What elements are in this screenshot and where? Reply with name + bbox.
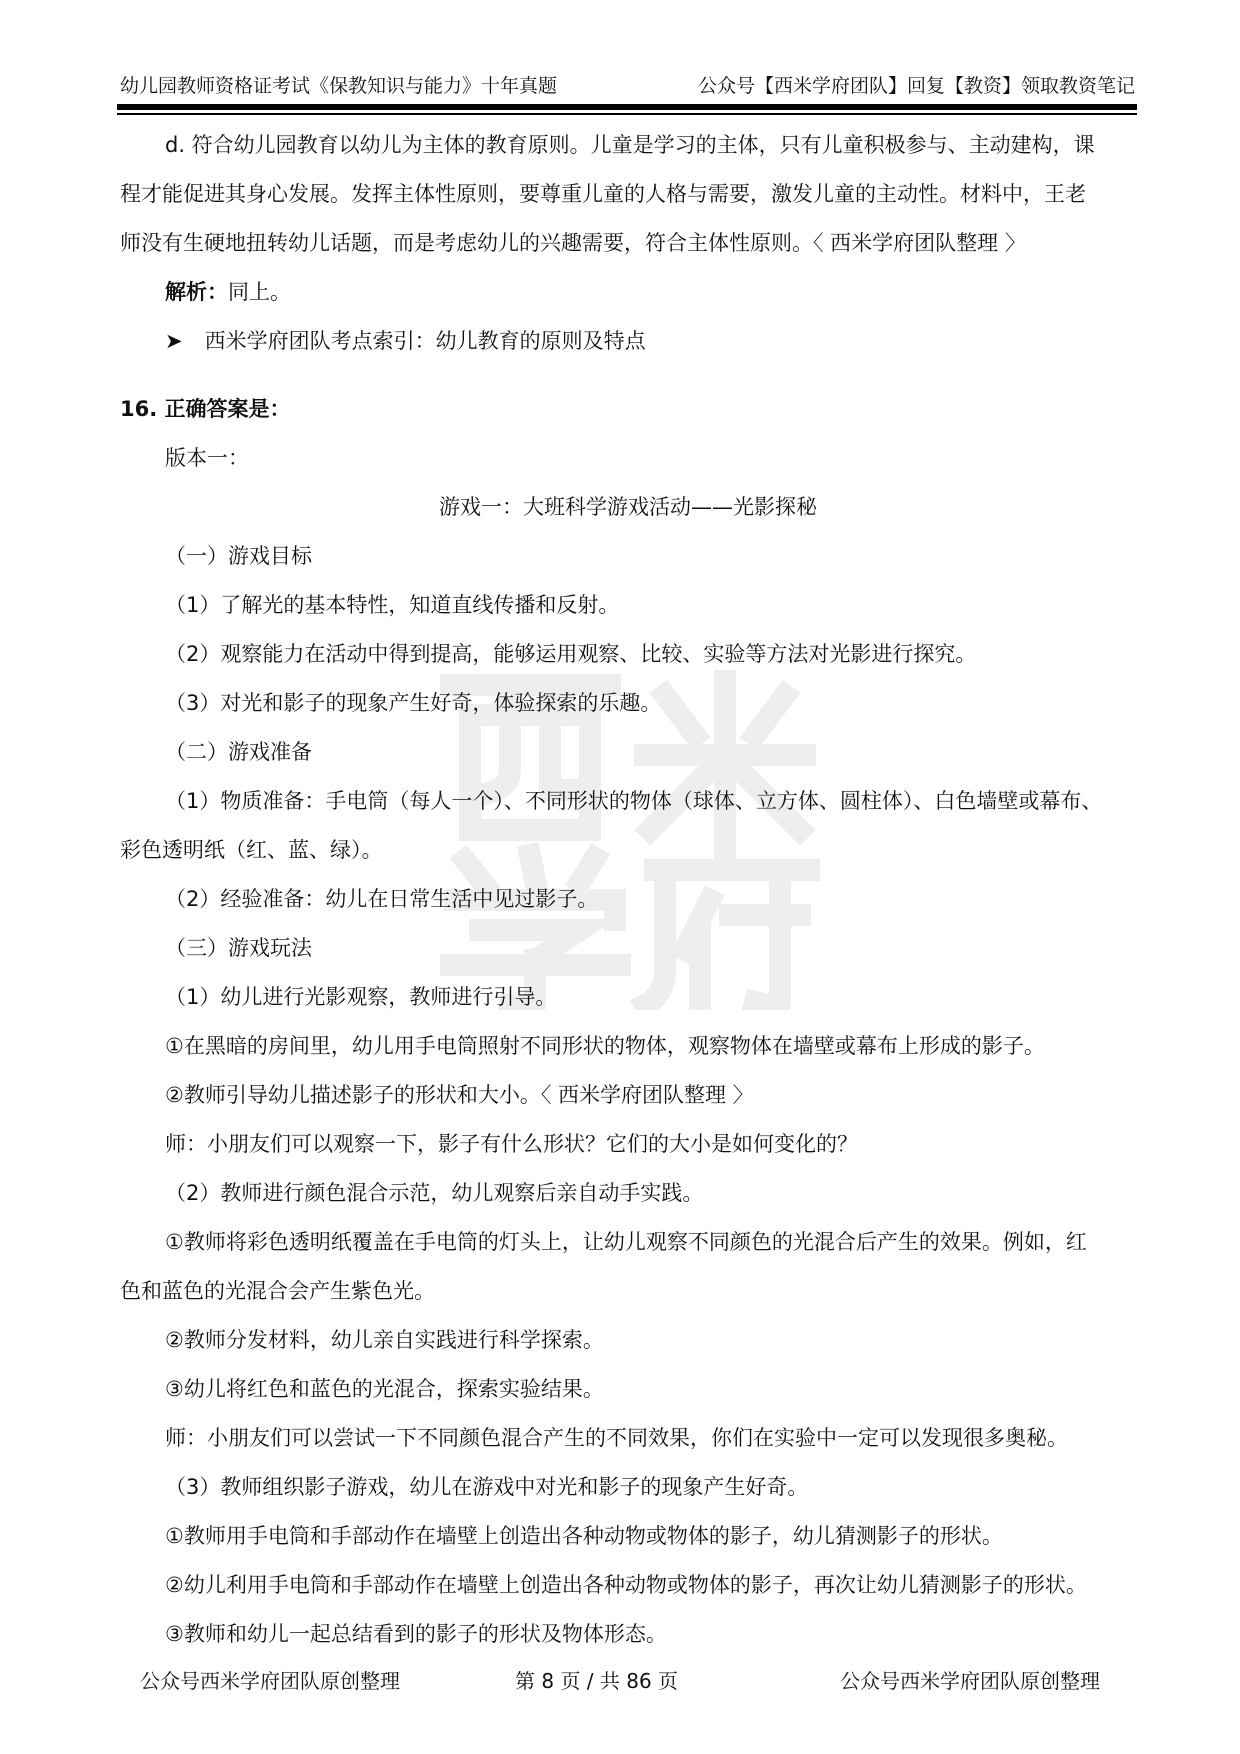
line-text: ③幼儿将红色和蓝色的光混合，探索实验结果。 [165, 1377, 604, 1401]
line-text: （3）对光和影子的现象产生好奇，体验探索的乐趣。 [165, 691, 662, 715]
line-text: ①教师将彩色透明纸覆盖在手电筒的灯头上，让幼儿观察不同颜色的光混合后产生的效果。例如，红 [165, 1230, 1087, 1254]
text-line [120, 1120, 1136, 1169]
line-text: （2）经验准备：幼儿在日常生活中见过影子。 [165, 887, 599, 911]
text-line [120, 1218, 1136, 1267]
line-text: ②教师分发材料，幼儿亲自实践进行科学探索。 [165, 1328, 604, 1352]
arrow-bullet-icon: ➤ [165, 329, 183, 353]
text-line [120, 826, 1136, 875]
text-line [120, 483, 1136, 532]
line-text: 程才能促进其身心发展。发挥主体性原则，要尊重儿童的人格与需要，激发儿童的主动性。材料中，王老 [120, 182, 1086, 206]
header-rule-thick [117, 104, 1137, 110]
footer-left: 公众号西米学府团队原创整理 [140, 1669, 400, 1693]
text-line [120, 1463, 1136, 1512]
line-text: ②幼儿利用手电筒和手部动作在墙壁上创造出各种动物或物体的影子，再次让幼儿猜测影子的形状。 [165, 1573, 1087, 1597]
text-line [120, 973, 1136, 1022]
text-line [120, 875, 1136, 924]
line-text: （2）观察能力在活动中得到提高，能够运用观察、比较、实验等方法对光影进行探究。 [165, 642, 977, 666]
text-line [120, 1316, 1136, 1365]
line-text: （2）教师进行颜色混合示范，幼儿观察后亲自动手实践。 [165, 1181, 704, 1205]
text-line [120, 777, 1136, 826]
line-text: 师：小朋友们可以尝试一下不同颜色混合产生的不同效果，你们在实验中一定可以发现很多奥秘。 [165, 1426, 1068, 1450]
header-promo: 公众号【西米学府团队】回复【教资】领取教资笔记 [697, 74, 1135, 97]
analysis-label: 解析： [165, 280, 228, 304]
text-line [120, 385, 1136, 434]
text-line [120, 1169, 1136, 1218]
line-text: ①教师用手电筒和手部动作在墙壁上创造出各种动物或物体的影子，幼儿猜测影子的形状。 [165, 1524, 1003, 1548]
line-text: 版本一： [165, 446, 249, 470]
line-text: 游戏一：大班科学游戏活动——光影探秘 [439, 495, 817, 519]
text-line [120, 317, 1136, 366]
line-text: （三）游戏玩法 [165, 936, 312, 960]
text-line [120, 268, 1136, 317]
text-line [120, 170, 1136, 219]
page-number: 第 8 页 / 共 86 页 [515, 1669, 679, 1693]
text-line [120, 581, 1136, 630]
text-line [120, 434, 1136, 483]
line-text: （3）教师组织影子游戏，幼儿在游戏中对光和影子的现象产生好奇。 [165, 1475, 809, 1499]
header-title: 幼儿园教师资格证考试《保教知识与能力》十年真题 [120, 74, 558, 97]
line-text: 彩色透明纸（红、蓝、绿）。 [120, 838, 383, 862]
header-rule-thin [117, 113, 1137, 115]
line-text: 师：小朋友们可以观察一下，影子有什么形状？它们的大小是如何变化的？ [165, 1132, 858, 1156]
line-text: （1）物质准备：手电筒（每人一个）、不同形状的物体（球体、立方体、圆柱体）、白色墙壁或幕布、 [165, 789, 1103, 813]
line-text: ③教师和幼儿一起总结看到的影子的形状及物体形态。 [165, 1622, 667, 1646]
line-text: 西米学府团队考点索引：幼儿教育的原则及特点 [204, 329, 646, 353]
line-text: （1）幼儿进行光影观察，教师进行引导。 [165, 985, 557, 1009]
line-text: （一）游戏目标 [165, 544, 312, 568]
line-text: （二）游戏准备 [165, 740, 312, 764]
text-line [120, 728, 1136, 777]
text-line [120, 924, 1136, 973]
line-text: 16. 正确答案是： [120, 397, 291, 421]
line-text: 师没有生硬地扭转幼儿话题，而是考虑幼儿的兴趣需要，符合主体性原则。〈 西米学府团队整理 〉 [120, 231, 1026, 255]
line-text: ②教师引导幼儿描述影子的形状和大小。〈 西米学府团队整理 〉 [165, 1083, 754, 1107]
line-text: 色和蓝色的光混合会产生紫色光。 [120, 1279, 435, 1303]
text-line [120, 1561, 1136, 1610]
text-line [120, 1267, 1136, 1316]
text-line [120, 219, 1136, 268]
footer-right: 公众号西米学府团队原创整理 [840, 1669, 1100, 1693]
line-text: 同上。 [228, 280, 291, 304]
text-line [120, 1512, 1136, 1561]
text-line [120, 1610, 1136, 1659]
document-body [120, 121, 1136, 1659]
text-line [120, 1365, 1136, 1414]
text-line [120, 630, 1136, 679]
spacer [120, 366, 1136, 385]
text-line [120, 1071, 1136, 1120]
page-header [120, 70, 1135, 98]
text-line [120, 532, 1136, 581]
line-text: （1）了解光的基本特性，知道直线传播和反射。 [165, 593, 620, 617]
line-text: d. 符合幼儿园教育以幼儿为主体的教育原则。儿童是学习的主体，只有儿童积极参与、主动建构，课 [165, 133, 1095, 157]
line-text: ①在黑暗的房间里，幼儿用手电筒照射不同形状的物体，观察物体在墙壁或幕布上形成的影子。 [165, 1034, 1045, 1058]
text-line [120, 679, 1136, 728]
text-line [120, 121, 1136, 170]
text-line [120, 1022, 1136, 1071]
text-line [120, 1414, 1136, 1463]
